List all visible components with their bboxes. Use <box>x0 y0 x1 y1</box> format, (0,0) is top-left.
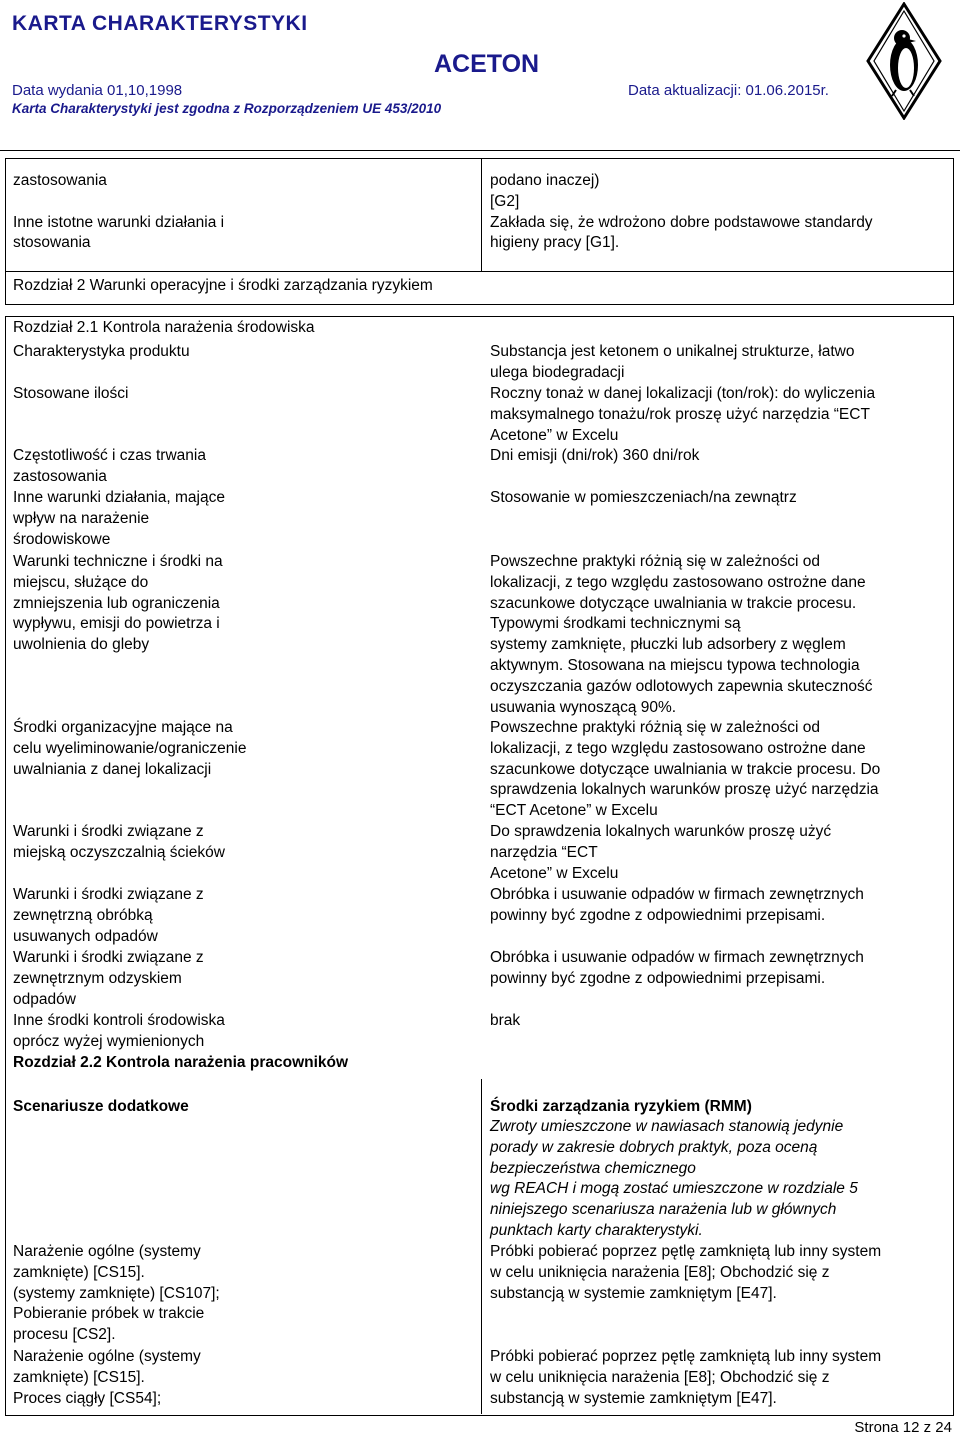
env-row-label: wypływu, emisji do powietrza i <box>13 615 220 633</box>
header-divider <box>0 150 960 151</box>
env-row-value: Acetone” w Excelu <box>490 426 619 444</box>
env-row-label: usuwanych odpadów <box>13 927 158 945</box>
env-row-label: oprócz wyżej wymienionych <box>13 1032 205 1050</box>
env-row-value: ulega biodegradacji <box>490 363 625 381</box>
top-table-left-cell: Inne istotne warunki działania i <box>13 213 225 231</box>
env-row-value: powinny być zgodne z odpowiednimi przepisami. <box>490 906 826 924</box>
env-row-value: powinny być zgodne z odpowiednimi przepisami. <box>490 969 826 987</box>
env-row-label: zewnętrzną obróbką <box>13 906 153 924</box>
env-row-label: miejscu, służące do <box>13 573 149 591</box>
env-row-value: maksymalnego tonażu/rok proszę użyć narzędzia “ECT <box>490 405 870 423</box>
top-table-left-cell: zastosowania <box>13 172 107 189</box>
env-row-value: Acetone” w Excelu <box>490 864 619 882</box>
env-row-label: Charakterystyka produktu <box>13 343 190 360</box>
worker-scenario: zamknięte) [CS15]. <box>13 1263 145 1281</box>
top-table-column-divider <box>481 159 482 271</box>
env-row-value: szacunkowe dotyczące uwalniania w trakcie procesu. <box>490 594 857 612</box>
env-row-value: sprawdzenia lokalnych warunków proszę użyć narzędzia <box>490 781 879 799</box>
env-row-label: celu wyeliminowanie/ograniczenie <box>13 739 247 757</box>
worker-scenario: (systemy zamknięte) [CS107]; <box>13 1284 220 1302</box>
env-row-value: lokalizacji, z tego względu zastosowano ostrożne dane <box>490 739 866 757</box>
workers-left-heading: Scenariusze dodatkowe <box>13 1098 189 1115</box>
top-table-right-cell: podano inaczej) <box>490 172 600 189</box>
env-row-label: Inne środki kontroli środowiska <box>13 1012 225 1029</box>
env-row-label: Warunki i środki związane z <box>13 823 204 840</box>
env-row-value: Roczny tonaż w danej lokalizacji (ton/rok): do wyliczenia <box>490 385 876 402</box>
env-row-value: systemy zamknięte, płuczki lub adsorbery z węglem <box>490 636 846 654</box>
worker-rmm: substancją w systemie zamkniętym [E47]. <box>490 1389 777 1407</box>
rmm-note: wg REACH i mogą zostać umieszczone w rozdziale 5 <box>490 1180 858 1198</box>
worker-scenario: Pobieranie próbek w trakcie <box>13 1305 205 1323</box>
env-row-label: Inne warunki działania, mające <box>13 489 225 506</box>
rmm-note: niniejszego scenariusza narażenia lub w głównych <box>490 1201 837 1219</box>
env-row-value: szacunkowe dotyczące uwalniania w trakcie procesu. Do <box>490 760 881 778</box>
env-row-value: Do sprawdzenia lokalnych warunków proszę użyć <box>490 823 832 840</box>
env-row-value: Stosowanie w pomieszczeniach/na zewnątrz <box>490 489 797 506</box>
env-row-value: Typowymi środkami technicznymi są <box>490 615 741 633</box>
worker-scenario: zamknięte) [CS15]. <box>13 1368 145 1386</box>
top-table-row-divider <box>6 271 953 272</box>
env-row-label: uwalniania z danej lokalizacji <box>13 760 212 778</box>
env-row-value: Substancja jest ketonem o unikalnej strukturze, łatwo <box>490 343 855 360</box>
section21-heading: Rozdział 2.1 Kontrola narażenia środowiska <box>13 319 315 336</box>
env-row-value: Powszechne praktyki różnią się w zależności od <box>490 719 820 736</box>
document-title: KARTA CHARAKTERYSTYKI <box>12 12 308 35</box>
rmm-note: punktach karty charakterystyki. <box>490 1222 703 1239</box>
top-table-right-cell: Zakłada się, że wdrożono dobre podstawowe standardy <box>490 213 873 231</box>
section2-heading: Rozdział 2 Warunki operacyjne i środki zarządzania ryzykiem <box>13 277 433 294</box>
env-row-label: Częstotliwość i czas trwania <box>13 447 206 464</box>
update-date: Data aktualizacji: 01.06.2015r. <box>628 82 829 99</box>
rmm-note: porady w zakresie dobrych praktyk, poza oceną <box>490 1138 818 1156</box>
env-row-label: zewnętrznym odzyskiem <box>13 969 182 987</box>
worker-rmm: Próbki pobierać poprzez pętlę zamkniętą lub inny system <box>490 1243 882 1260</box>
env-row-value: usuwania wynoszącą 90%. <box>490 698 677 716</box>
env-row-value: oczyszczania gazów odlotowych zapewnia skuteczność <box>490 677 873 695</box>
section21-column-divider <box>481 1079 482 1414</box>
worker-rmm: w celu uniknięcia narażenia [E8]; Obchodzić się z <box>490 1263 830 1281</box>
env-row-label: odpadów <box>13 990 76 1008</box>
env-row-label: Środki organizacyjne mające na <box>13 719 233 736</box>
worker-scenario: procesu [CS2]. <box>13 1326 116 1344</box>
rmm-note: Zwroty umieszczone w nawiasach stanowią jedynie <box>490 1118 844 1135</box>
env-row-value: lokalizacji, z tego względu zastosowano ostrożne dane <box>490 573 866 591</box>
worker-rmm: Próbki pobierać poprzez pętlę zamkniętą lub inny system <box>490 1348 882 1365</box>
worker-rmm: w celu uniknięcia narażenia [E8]; Obchodzić się z <box>490 1368 830 1386</box>
env-row-label: Warunki i środki związane z <box>13 949 204 966</box>
section22-heading: Rozdział 2.2 Kontrola narażenia pracowników <box>13 1054 349 1071</box>
worker-scenario: Narażenie ogólne (systemy <box>13 1243 201 1260</box>
top-table-left-cell: stosowania <box>13 234 91 252</box>
env-row-value: Dni emisji (dni/rok) 360 dni/rok <box>490 447 700 464</box>
product-name: ACETON <box>434 50 540 78</box>
env-row-value: Obróbka i usuwanie odpadów w firmach zewnętrznych <box>490 949 864 966</box>
env-row-label: zastosowania <box>13 467 107 485</box>
env-row-label: Warunki i środki związane z <box>13 886 204 903</box>
regulation-note: Karta Charakterystyki jest zgodna z Rozporządzeniem UE 453/2010 <box>12 101 442 116</box>
rmm-note: bezpieczeństwa chemicznego <box>490 1159 696 1177</box>
env-row-label: Stosowane ilości <box>13 385 129 402</box>
env-row-value: aktywnym. Stosowana na miejscu typowa technologia <box>490 657 860 674</box>
penguin-logo-icon <box>866 2 942 120</box>
env-row-value: brak <box>490 1012 521 1029</box>
worker-scenario: Proces ciągły [CS54]; <box>13 1389 162 1407</box>
env-row-label: uwolnienia do gleby <box>13 636 150 654</box>
env-row-value: Obróbka i usuwanie odpadów w firmach zewnętrznych <box>490 886 864 903</box>
env-row-value: Powszechne praktyki różnią się w zależności od <box>490 553 820 570</box>
page-number: Strona 12 z 24 <box>854 1419 952 1436</box>
top-table-right-cell: [G2] <box>490 192 520 210</box>
env-row-label: miejską oczyszczalnią ścieków <box>13 843 225 861</box>
top-table-right-cell: higieny pracy [G1]. <box>490 234 620 252</box>
env-row-value: “ECT Acetone” w Excelu <box>490 802 658 820</box>
env-row-label: Warunki techniczne i środki na <box>13 553 223 570</box>
worker-rmm: substancją w systemie zamkniętym [E47]. <box>490 1284 777 1302</box>
env-row-label: wpływ na narażenie <box>13 509 150 527</box>
env-row-label: zmniejszenia lub ograniczenia <box>13 594 220 612</box>
issue-date: Data wydania 01,10,1998 <box>12 82 183 99</box>
workers-right-heading: Środki zarządzania ryzykiem (RMM) <box>490 1098 752 1115</box>
env-row-label: środowiskowe <box>13 530 111 548</box>
env-row-value: narzędzia “ECT <box>490 843 598 861</box>
worker-scenario: Narażenie ogólne (systemy <box>13 1348 201 1365</box>
